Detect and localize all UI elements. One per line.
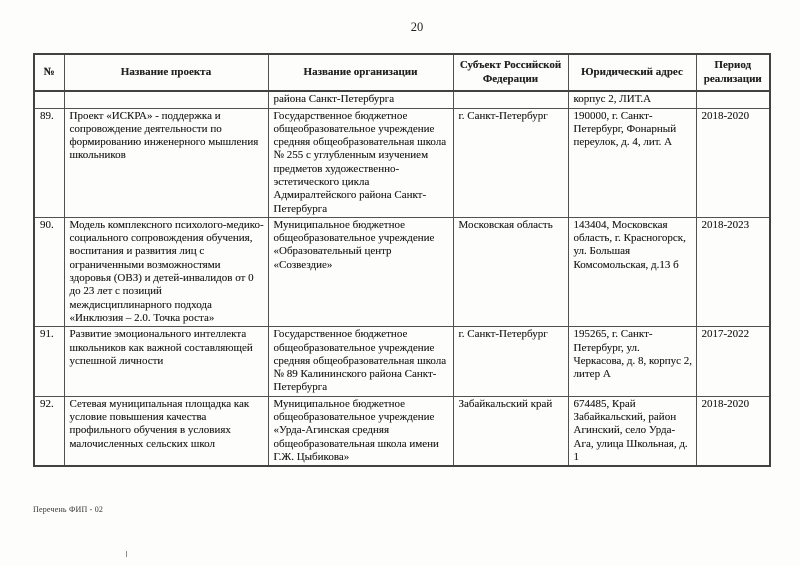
- period-cell: 2017-2022: [696, 327, 770, 396]
- header-project-name: Название проекта: [64, 54, 268, 91]
- page-number: 20: [410, 20, 424, 34]
- row-number-cell: [34, 91, 64, 108]
- header-legal-address: Юридический адрес: [568, 54, 696, 91]
- subject-cell: [453, 91, 568, 108]
- table-row: [34, 217, 770, 326]
- row-number-cell: 90.: [34, 217, 64, 326]
- organization-cell: Муниципальное бюджетное общеобразовательное учреждение «Урда-Агинская средняя общеобразовательная школа имени Г.Ж. Цыбикова»: [268, 396, 453, 466]
- organization-cell: Государственное бюджетное общеобразовательное учреждение средняя общеобразовательная школа № 255 с углубленным изучением предметов художественно-эстетического цикла Адмиралтейского района Санкт-Петербурга: [268, 108, 453, 217]
- subject-cell: г. Санкт-Петербург: [453, 327, 568, 396]
- table-header-row: [34, 54, 770, 91]
- projects-table: [33, 53, 771, 467]
- period-cell: 2018-2023: [696, 217, 770, 326]
- row-number-cell: 91.: [34, 327, 64, 396]
- header-federal-subject: Субъект Российской Федерации: [453, 54, 568, 91]
- project-name-cell: Сетевая муниципальная площадка как условие повышения качества профильного обучения в условиях малочисленных сельских школ: [64, 396, 268, 466]
- subject-cell: г. Санкт-Петербург: [453, 108, 568, 217]
- header-period: Период реализации: [696, 54, 770, 91]
- project-name-cell: Развитие эмоционального интеллекта школьников как важной составляющей успешной личности: [64, 327, 268, 396]
- period-cell: 2018-2020: [696, 396, 770, 466]
- address-cell: 674485, Край Забайкальский, район Агинский, село Урда-Ага, улица Школьная, д. 1: [568, 396, 696, 466]
- subject-cell: Забайкальский край: [453, 396, 568, 466]
- header-organization-name: Название организации: [268, 54, 453, 91]
- table-row: [34, 108, 770, 217]
- scan-artifact-tick: [126, 551, 127, 557]
- project-name-cell: Модель комплексного психолого-медико-социального сопровождения обучения, воспитания и развития лиц с ограниченными возможностями здоровья (ОВЗ) и детей-инвалидов от 0 до 23 лет с позиций междисциплинарного подхода «Инклюзия – 2.0. Точка роста»: [64, 217, 268, 326]
- organization-cell: Муниципальное бюджетное общеобразовательное учреждение «Образовательный центр «Созвездие»: [268, 217, 453, 326]
- period-cell: 2018-2020: [696, 108, 770, 217]
- project-name-cell: [64, 91, 268, 108]
- period-cell: [696, 91, 770, 108]
- footer-label: Перечень ФИП - 02: [33, 505, 104, 514]
- header-number: №: [34, 54, 64, 91]
- organization-cell: Государственное бюджетное общеобразовательное учреждение средняя общеобразовательная школа № 89 Калининского района Санкт-Петербурга: [268, 327, 453, 396]
- organization-cell: района Санкт-Петербурга: [268, 91, 453, 108]
- project-name-cell: Проект «ИСКРА» - поддержка и сопровождение деятельности по формированию инженерного мышления школьников: [64, 108, 268, 217]
- address-cell: 195265, г. Санкт-Петербург, ул. Черкасова, д. 8, корпус 2, литер А: [568, 327, 696, 396]
- address-cell: 143404, Московская область, г. Красногорск, ул. Большая Комсомольская, д.13 б: [568, 217, 696, 326]
- table-row: [34, 327, 770, 396]
- table-row: [34, 396, 770, 466]
- subject-cell: Московская область: [453, 217, 568, 326]
- row-number-cell: 89.: [34, 108, 64, 217]
- table-row-carryover: [34, 91, 770, 108]
- address-cell: корпус 2, ЛИТ.А: [568, 91, 696, 108]
- address-cell: 190000, г. Санкт-Петербург, Фонарный переулок, д. 4, лит. А: [568, 108, 696, 217]
- row-number-cell: 92.: [34, 396, 64, 466]
